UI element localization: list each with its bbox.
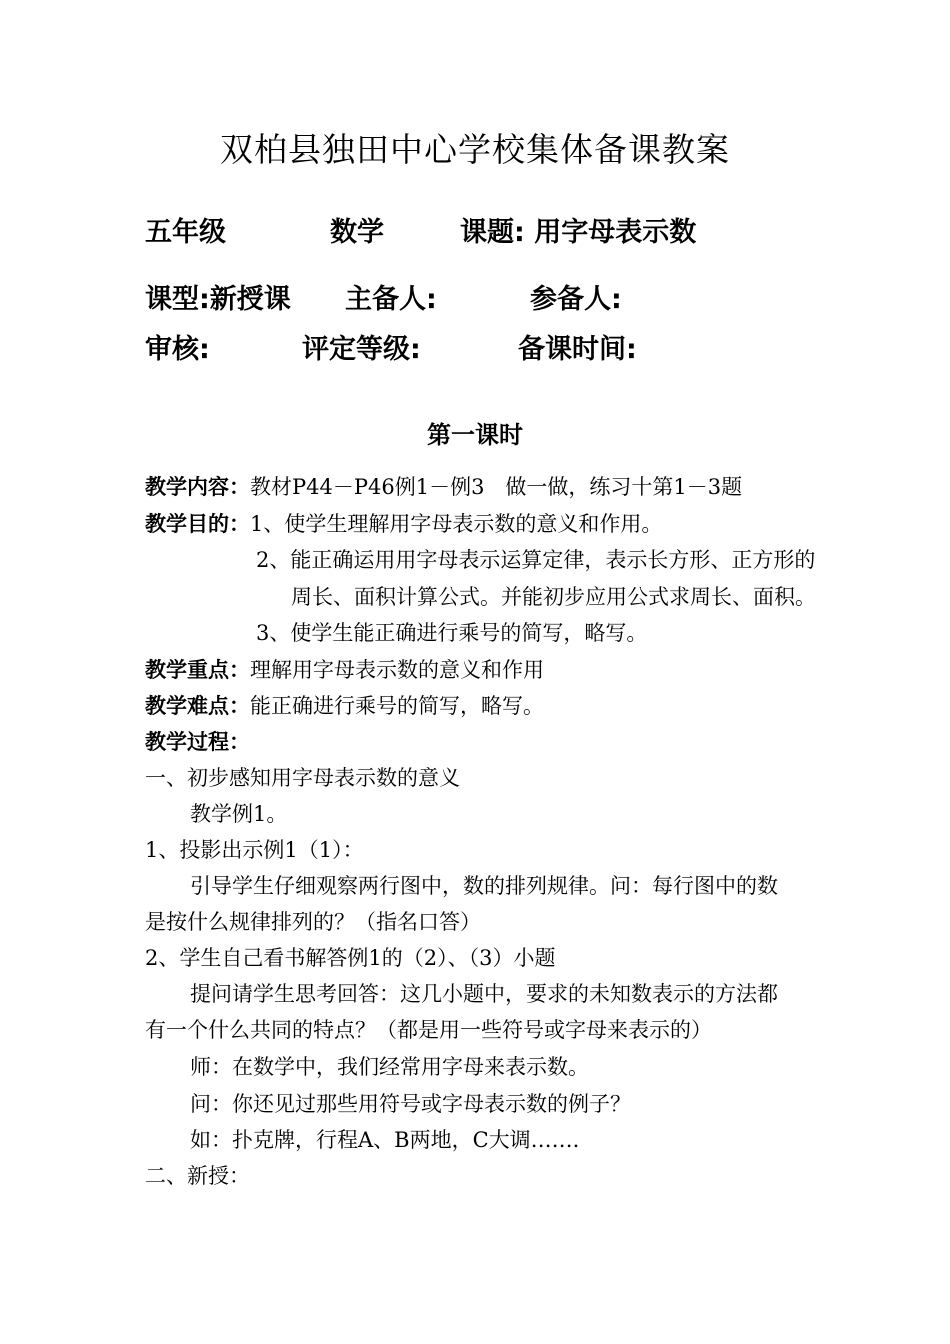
key-point <box>145 657 544 683</box>
teaching-content <box>145 474 742 500</box>
process-label: 教学过程： <box>145 730 250 754</box>
teaching-goals-label: 教学目的： <box>145 512 250 536</box>
body-line-9: 师：在数学中，我们经常用字母来表示数。 <box>190 1055 589 1079</box>
lesson-type-label: 课型:新授课 <box>145 284 291 315</box>
teaching-goal-2-cont: 周长、面积计算公式。并能初步应用公式求周长、面积。 <box>291 585 816 609</box>
teaching-goal-2: 2、能正确运用用字母表示运算定律，表示长方形、正方形的 <box>256 548 816 572</box>
lesson-title: 第一课时 <box>427 421 523 449</box>
teaching-content-text: 教材P44－P46例1－例3 做一做，练习十第1－3题 <box>250 475 743 499</box>
prep-time-label: 备课时间: <box>518 334 637 365</box>
body-line-10: 问：你还见过那些用符号或字母表示数的例子？ <box>190 1092 631 1116</box>
difficulty <box>145 693 544 719</box>
difficulty-text: 能正确进行乘号的简写，略写。 <box>250 694 544 718</box>
teaching-goals <box>145 511 662 537</box>
difficulty-label: 教学难点： <box>145 694 250 718</box>
body-line-4: 引导学生仔细观察两行图中，数的排列规律。问：每行图中的数 <box>190 874 778 898</box>
body-line-11: 如：扑克牌，行程A、B两地，C大调……. <box>190 1128 580 1152</box>
rating-label: 评定等级: <box>302 334 421 365</box>
teaching-goal-1: 1、使学生理解用字母表示数的意义和作用。 <box>250 512 663 536</box>
body-line-3: 1、投影出示例1（1）： <box>145 838 364 862</box>
reviewer-label: 审核: <box>145 334 210 365</box>
topic-label: 课题: 用字母表示数 <box>460 217 697 248</box>
teaching-content-label: 教学内容： <box>145 475 250 499</box>
main-preparer-label: 主备人: <box>345 284 437 315</box>
participants-label: 参备人: <box>530 284 622 315</box>
grade-label: 五年级 <box>145 217 226 248</box>
body-line-2: 教学例1。 <box>190 802 288 826</box>
body-line-6: 2、学生自己看书解答例1的（2）、（3）小题 <box>145 946 556 970</box>
teaching-goal-3: 3、使学生能正确进行乘号的简写，略写。 <box>256 621 648 645</box>
key-point-label: 教学重点： <box>145 658 250 682</box>
body-line-1: 一、初步感知用字母表示数的意义 <box>145 766 460 790</box>
body-line-12: 二、新授： <box>145 1164 250 1188</box>
body-line-8: 有一个什么共同的特点？（都是用一些符号或字母来表示的） <box>145 1018 712 1042</box>
body-line-7: 提问请学生思考回答：这几小题中，要求的未知数表示的方法都 <box>190 982 778 1006</box>
key-point-text: 理解用字母表示数的意义和作用 <box>250 658 544 682</box>
subject-label: 数学 <box>330 217 384 248</box>
body-line-5: 是按什么规律排列的？（指名口答） <box>145 910 481 934</box>
document-title: 双柏县独田中心学校集体备课教案 <box>220 130 730 169</box>
